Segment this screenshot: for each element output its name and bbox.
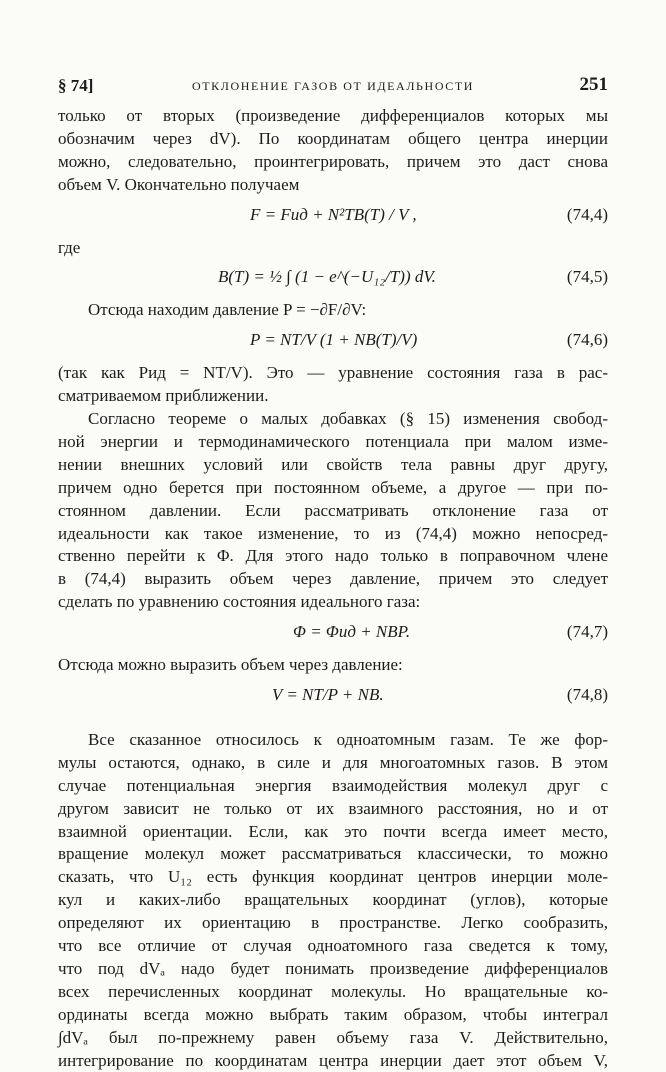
text-line: сматриваемом приближении.: [58, 385, 608, 408]
paragraph-gap: [58, 717, 608, 729]
text-line: обозначим через dV). По координатам общего центра инерции: [58, 128, 608, 151]
page-body: [58, 105, 608, 1072]
text-line: сделать по уравнению состояния идеального газа:: [58, 591, 608, 614]
text-line: Все сказанное относилось к одноатомным газам. Те же фор-: [58, 729, 608, 752]
text-line: объем V. Окончательно получаем: [58, 174, 608, 197]
section-reference: § 74]: [58, 76, 93, 96]
equation-number: (74,5): [567, 267, 608, 287]
equation-number: (74,8): [567, 685, 608, 705]
text-line: что под dVₐ надо будет понимать произведение дифференциалов: [58, 958, 608, 981]
text-line: взаимной ориентации. Если, как это почти всегда имеет место,: [58, 821, 608, 844]
text-line: определяют их ориентацию в пространстве. Легко сообразить,: [58, 912, 608, 935]
equation-74-4: [58, 197, 608, 237]
text-line: что все отличие от случая одноатомного газа сведется к тому,: [58, 935, 608, 958]
running-title: ОТКЛОНЕНИЕ ГАЗОВ ОТ ИДЕАЛЬНОСТИ: [58, 79, 608, 94]
text-line: нении внешних условий или свойств тела равны друг другу,: [58, 454, 608, 477]
equation-formula: Φ = Φид + NBP.: [293, 622, 410, 642]
text-line: причем одно берется при постоянном объеме, а другое — при по-: [58, 477, 608, 500]
page-header: [58, 72, 608, 98]
equation-74-8: [58, 677, 608, 717]
equation-74-5: [58, 259, 608, 299]
text-line: Согласно теореме о малых добавках (§ 15) изменения свобод-: [58, 408, 608, 431]
text-line: ственно перейти к Φ. Для этого надо только в поправочном члене: [58, 545, 608, 568]
text-line: случае потенциальная энергия взаимодействия молекул друг с: [58, 775, 608, 798]
text-line: Отсюда можно выразить объем через давление:: [58, 654, 608, 677]
text-line: ∫dVₐ был по-прежнему равен объему газа V. Действительно,: [58, 1027, 608, 1050]
text-line: другом зависит не только от их взаимного расстояния, но и от: [58, 798, 608, 821]
text-line: кул и каких-либо вращательных координат (углов), которые: [58, 889, 608, 912]
text-line: идеальности как такое изменение, то из (74,4) можно непосред-: [58, 523, 608, 546]
equation-formula: P = NT/V (1 + NB(T)/V): [250, 330, 417, 350]
text-line: (так как Pид = NT/V). Это — уравнение состояния газа в рас-: [58, 362, 608, 385]
equation-formula: F = Fид + N²TB(T) / V ,: [250, 205, 417, 225]
text-line: мулы остаются, однако, в силе и для многоатомных газов. В этом: [58, 752, 608, 775]
text-line: всех перечисленных координат молекулы. Но вращательные ко-: [58, 981, 608, 1004]
text-line: ординаты всегда можно выбрать таким образом, чтобы интеграл: [58, 1004, 608, 1027]
text-line: сказать, что U₁₂ есть функция координат центров инерции моле-: [58, 866, 608, 889]
page-number: 251: [580, 74, 609, 96]
text-line: только от вторых (произведение дифференциалов которых мы: [58, 105, 608, 128]
text-line: Отсюда находим давление P = −∂F/∂V:: [58, 299, 608, 322]
text-line: интегрирование по координатам центра инерции дает этот объем V,: [58, 1050, 608, 1072]
equation-formula: V = NT/P + NB.: [272, 685, 384, 705]
equation-number: (74,7): [567, 622, 608, 642]
text-line: ной энергии и термодинамического потенциала при малом изме-: [58, 431, 608, 454]
equation-74-7: [58, 614, 608, 654]
equation-74-6: [58, 322, 608, 362]
text-line: где: [58, 237, 608, 260]
text-line: стоянном давлении. Если рассматривать отклонение газа от: [58, 500, 608, 523]
text-line: в (74,4) выразить объем через давление, причем это следует: [58, 568, 608, 591]
equation-formula: B(T) = ½ ∫ (1 − e^(−U₁₂/T)) dV.: [218, 267, 436, 287]
equation-number: (74,6): [567, 330, 608, 350]
text-line: можно, следовательно, проинтегрировать, причем это даст снова: [58, 151, 608, 174]
text-line: вращение молекул может рассматриваться классически, то можно: [58, 843, 608, 866]
equation-number: (74,4): [567, 205, 608, 225]
